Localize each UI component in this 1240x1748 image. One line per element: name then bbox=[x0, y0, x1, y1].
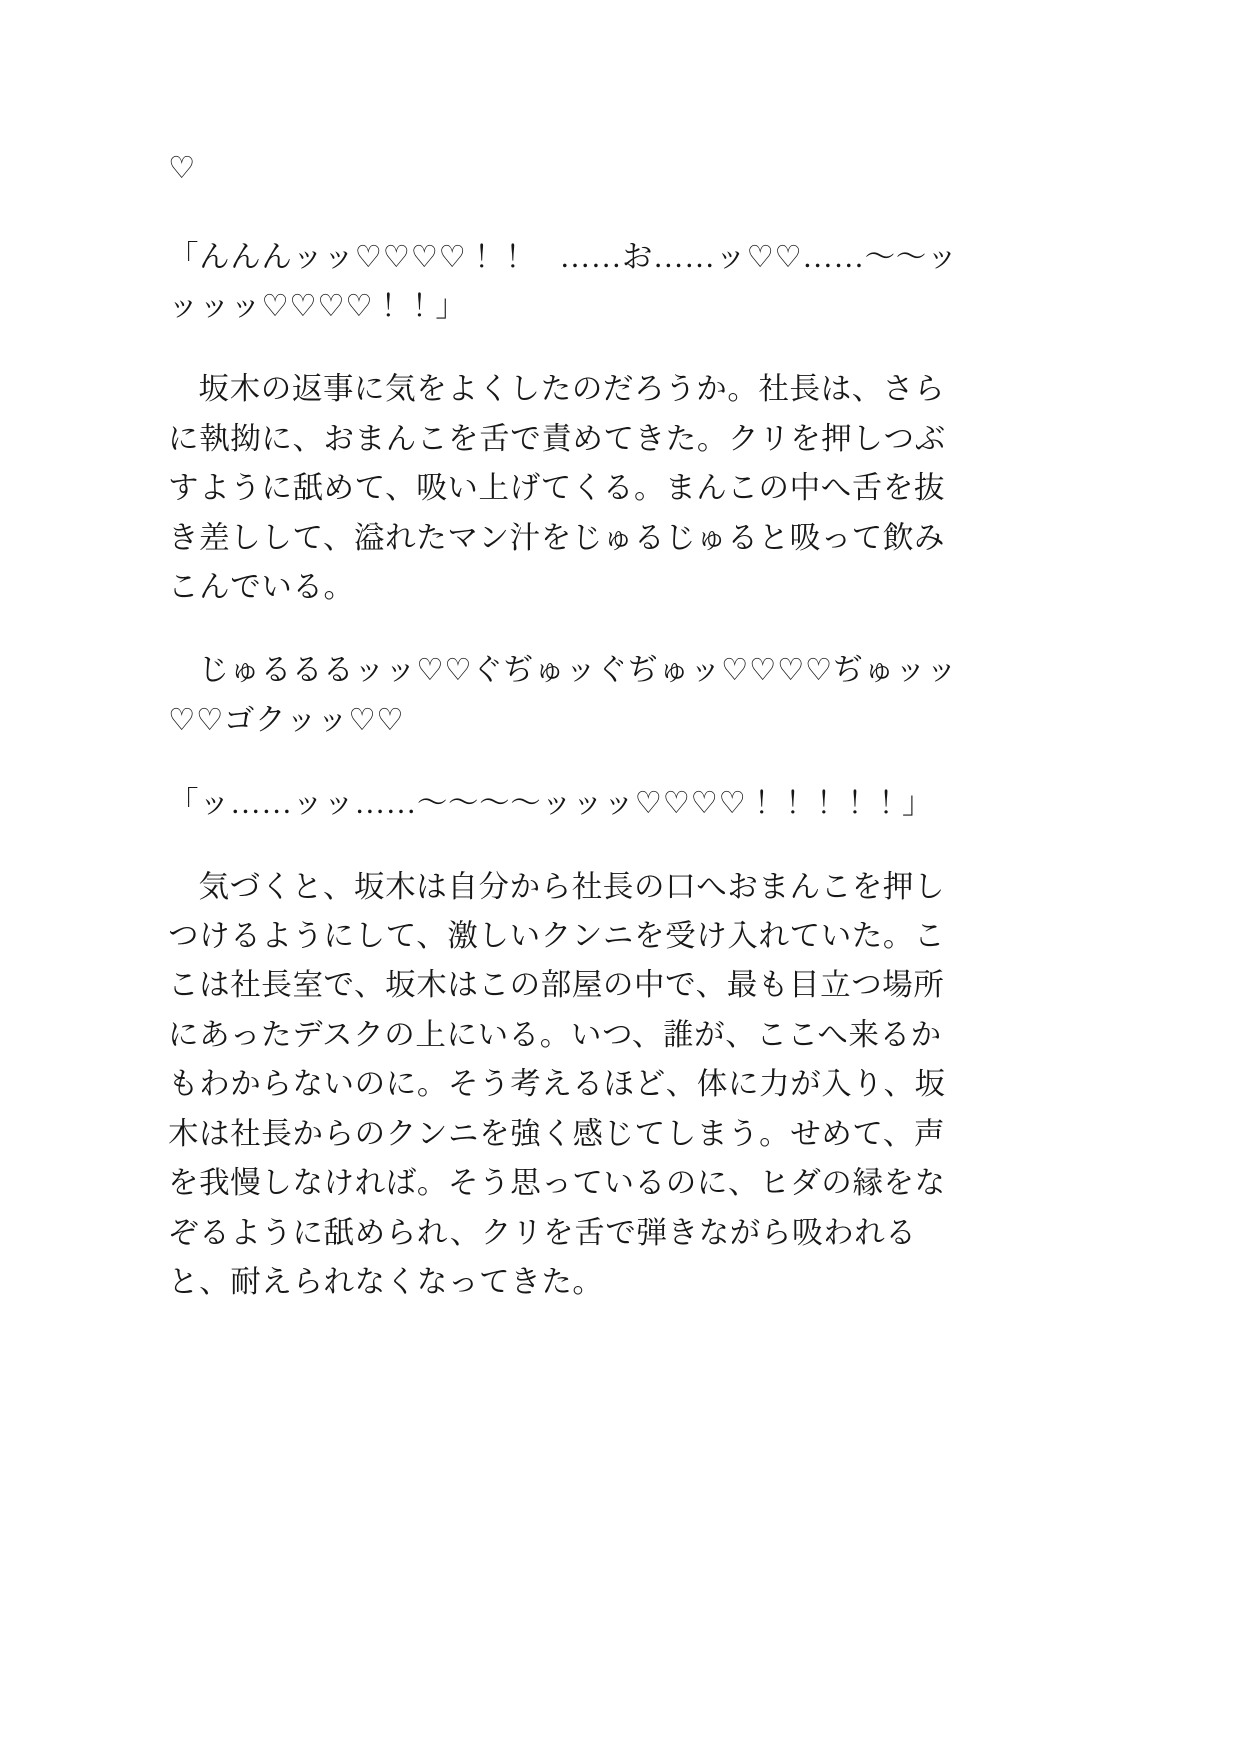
narration-paragraph-1: 坂木の返事に気をよくしたのだろうか。社長は、さらに執拗に、おまんこを舌で責めてきた。クリを押しつぶすように舐めて、吸い上げてくる。まんこの中へ舌を抜き差しして、溢れたマン汁をじゅるじゅると吸って飲みこんでいる。 bbox=[168, 372, 946, 605]
narration-paragraph-2: 気づくと、坂木は自分から社長の口へおまんこを押しつけるようにして、激しいクンニを受け入れていた。ここは社長室で、坂木はこの部屋の中で、最も目立つ場所にあったデスクの上にいる。いつ、誰が、ここへ来るかもわからないのに。そう考えるほど、体に力が入り、坂木は社長からのクンニを強く感じてしまう。せめて、声を我慢しなければ。そう思っているのに、ヒダの縁をなぞるように舐められ、クリを舌で弾きながら吸われると、耐えられなくなってきた。 bbox=[168, 869, 946, 1299]
dialogue-paragraph-1: 「んんんッッ♡♡♡♡！！ ……お……ッ♡♡……〜〜ッッッッ♡♡♡♡！！」 bbox=[168, 239, 958, 323]
page-body bbox=[168, 150, 968, 1307]
heart-symbol-line: ♡ bbox=[168, 151, 196, 185]
sound-effect-paragraph-1: じゅるるるッッ♡♡ぐぢゅッぐぢゅッ♡♡♡♡ぢゅッッ♡♡ゴクッッ♡♡ bbox=[168, 653, 958, 737]
dialogue-paragraph-2: 「ッ……ッッ……〜〜〜〜ッッッ♡♡♡♡！！！！！」 bbox=[168, 786, 934, 821]
